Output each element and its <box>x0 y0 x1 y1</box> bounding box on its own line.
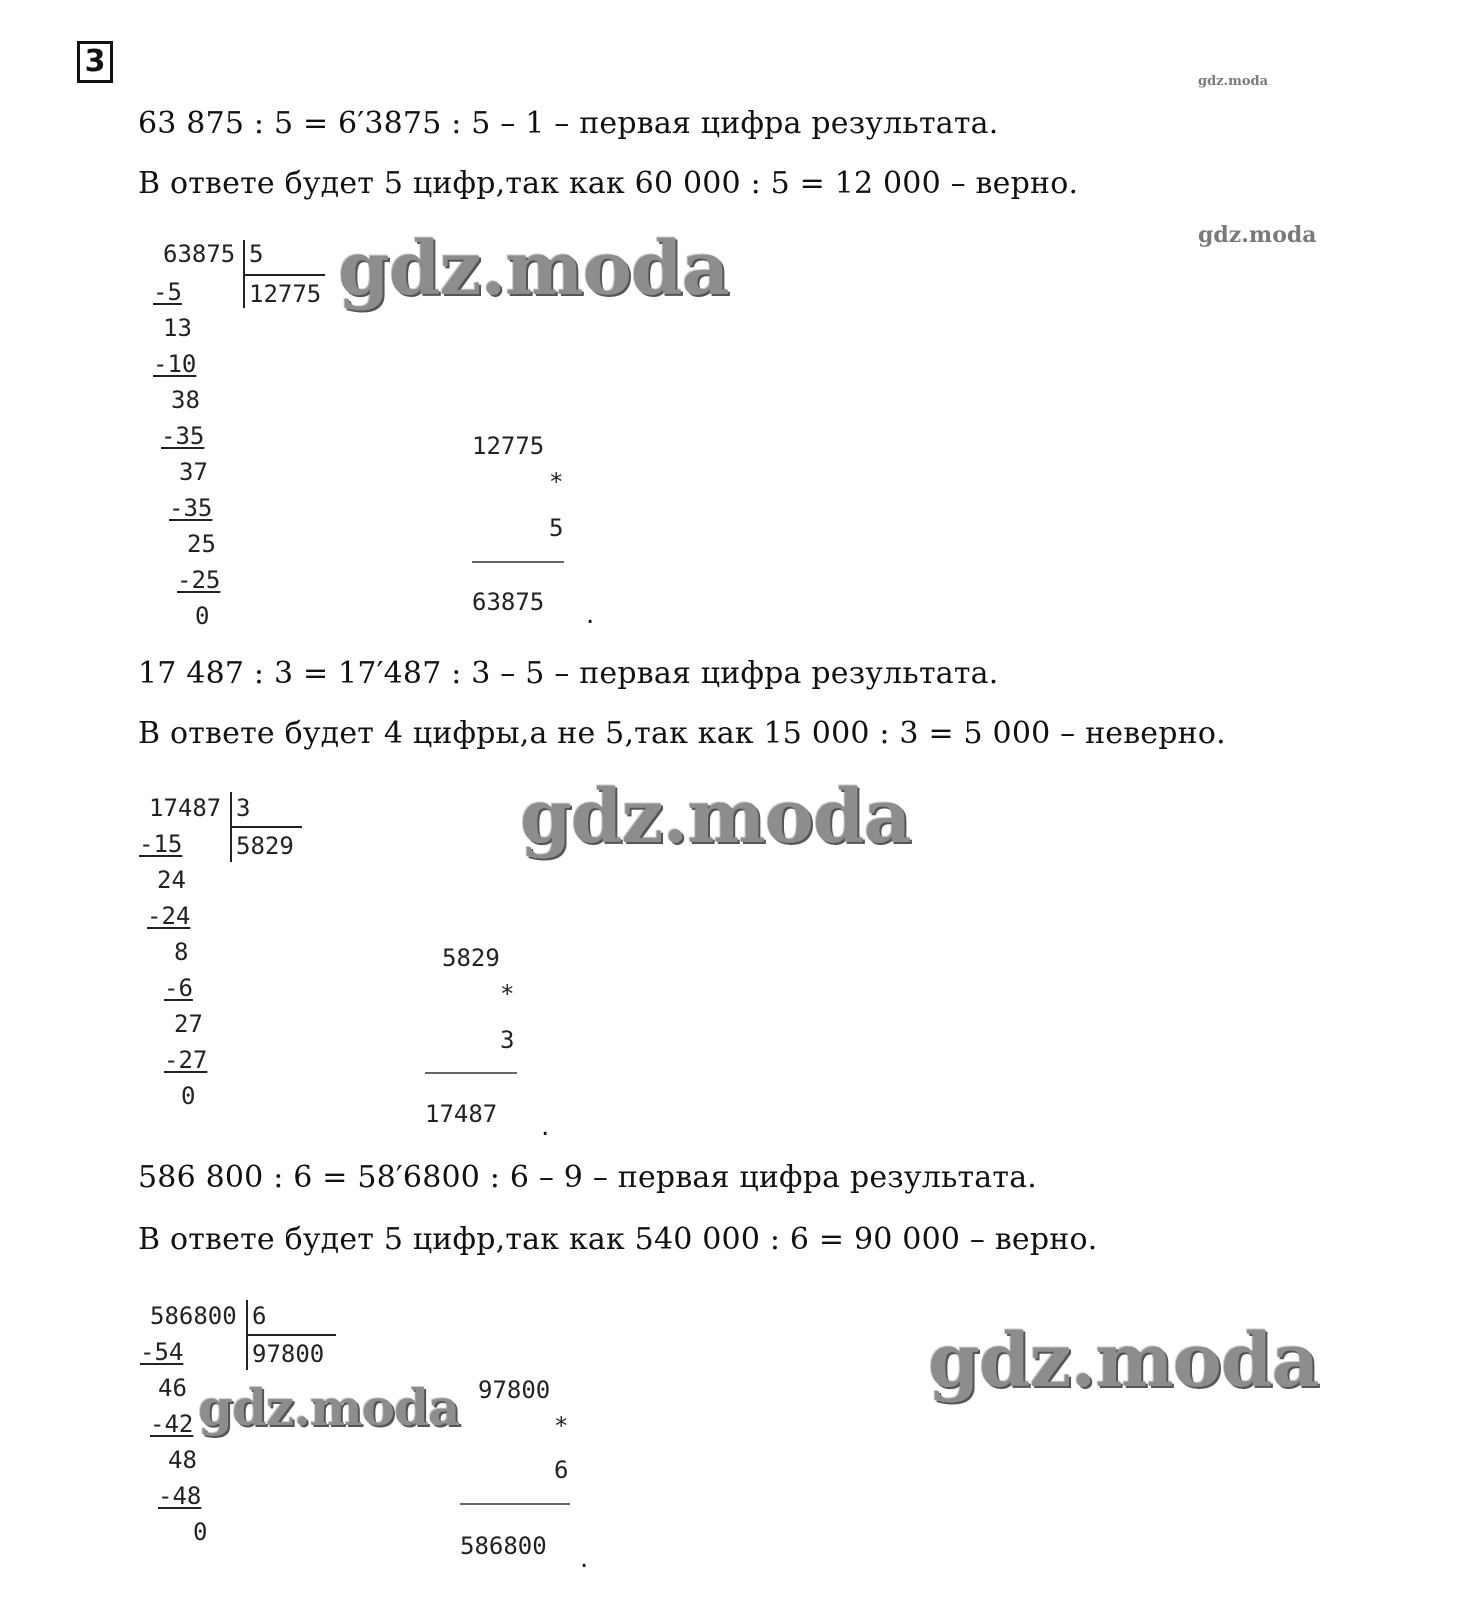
quotient: 12775 <box>249 280 322 308</box>
check-operator: * <box>500 980 515 1008</box>
watermark: gdz.moda <box>928 1318 1319 1404</box>
check-rule <box>425 1072 517 1074</box>
division-step: 25 <box>187 530 216 558</box>
dividend: 17487 <box>149 794 222 822</box>
division-step: -35 <box>161 422 205 450</box>
division-step: 0 <box>193 1518 208 1546</box>
problem-2-statement: 17 487 : 3 = 17′487 : 3 – 5 – первая цифра результата. <box>138 656 999 691</box>
division-step: -35 <box>169 494 213 522</box>
division-step: 38 <box>171 386 200 414</box>
division-bar-horizontal <box>230 826 302 828</box>
division-bar-horizontal <box>246 1334 336 1336</box>
task-number-badge: 3 <box>77 41 113 83</box>
division-step: -5 <box>153 278 182 306</box>
check-factor-b: 6 <box>554 1456 569 1484</box>
division-step: -42 <box>150 1410 194 1438</box>
check-factor-b: 5 <box>549 514 564 542</box>
check-result: 63875 <box>472 588 545 616</box>
check-rule <box>472 561 564 563</box>
dividend: 586800 <box>150 1302 237 1330</box>
watermark: gdz.moda <box>338 226 729 312</box>
division-step: 37 <box>179 458 208 486</box>
check-factor-a: 5829 <box>442 944 500 972</box>
division-step: -6 <box>164 974 193 1002</box>
problem-3-statement: 586 800 : 6 = 58′6800 : 6 – 9 – первая цифра результата. <box>138 1160 1038 1195</box>
division-step: -27 <box>164 1046 208 1074</box>
watermark-small: gdz.moda <box>1198 222 1317 248</box>
problem-1-conclusion: В ответе будет 5 цифр,так как 60 000 : 5 = 12 000 – верно. <box>138 166 1079 201</box>
division-step: 27 <box>174 1010 203 1038</box>
division-step: -15 <box>139 830 183 858</box>
check-factor-b: 3 <box>500 1026 515 1054</box>
dividend: 63875 <box>163 240 236 268</box>
division-step: 24 <box>157 866 186 894</box>
quotient: 97800 <box>252 1340 325 1368</box>
period: . <box>586 600 595 630</box>
problem-2-conclusion: В ответе будет 4 цифры,а не 5,так как 15 000 : 3 = 5 000 – неверно. <box>138 716 1226 751</box>
division-step: 48 <box>168 1446 197 1474</box>
divisor: 3 <box>236 794 251 822</box>
watermark: gdz.moda <box>520 774 911 860</box>
check-factor-a: 12775 <box>472 432 545 460</box>
watermark-small: gdz.moda <box>1198 74 1269 89</box>
division-step: 46 <box>158 1374 187 1402</box>
division-step: 0 <box>195 602 210 630</box>
divisor: 6 <box>252 1302 267 1330</box>
division-step: 0 <box>181 1082 196 1110</box>
period: . <box>541 1112 550 1142</box>
quotient: 5829 <box>236 832 294 860</box>
check-operator: * <box>549 468 564 496</box>
division-step: 8 <box>174 938 189 966</box>
check-factor-a: 97800 <box>478 1376 551 1404</box>
division-step: -48 <box>158 1482 202 1510</box>
division-step: -10 <box>153 350 197 378</box>
division-step: -24 <box>147 902 191 930</box>
period: . <box>580 1544 589 1574</box>
division-step: -54 <box>140 1338 184 1366</box>
check-result: 586800 <box>460 1532 547 1560</box>
division-bar-horizontal <box>243 274 325 276</box>
problem-1-statement: 63 875 : 5 = 6′3875 : 5 – 1 – первая цифра результата. <box>138 106 999 141</box>
division-step: 13 <box>163 314 192 342</box>
watermark: gdz.moda <box>198 1378 460 1437</box>
problem-3-conclusion: В ответе будет 5 цифр,так как 540 000 : 6 = 90 000 – верно. <box>138 1222 1098 1257</box>
check-rule <box>460 1503 570 1505</box>
check-operator: * <box>554 1412 569 1440</box>
division-step: -25 <box>177 566 221 594</box>
divisor: 5 <box>249 240 264 268</box>
check-result: 17487 <box>425 1100 498 1128</box>
